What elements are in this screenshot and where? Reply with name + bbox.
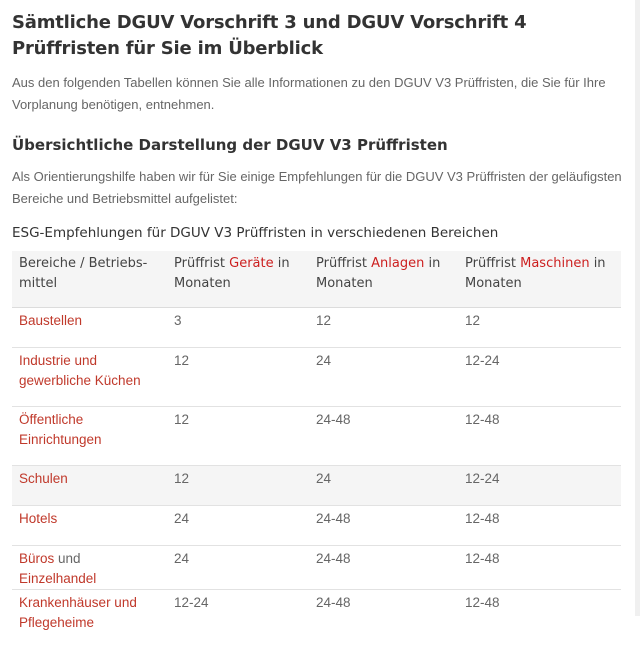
table-row	[12, 506, 621, 546]
header-prefix: Prüffrist	[465, 256, 520, 271]
cell-maschinen: 12-48	[458, 407, 621, 466]
article-content	[12, 0, 622, 648]
header-suffix: in Monaten	[465, 256, 606, 291]
table-row	[12, 407, 621, 466]
cell-geraete: 12	[167, 466, 309, 506]
area-link-einzelhandel[interactable]: Einzelhandel	[19, 571, 96, 586]
area-joiner: und	[54, 551, 80, 566]
cell-anlagen: 24-48	[309, 590, 458, 648]
header-prefix: Prüffrist	[174, 256, 229, 271]
header-label: Bereiche / Betriebsmittel	[19, 256, 147, 291]
page-scrollbar-track[interactable]	[635, 0, 640, 616]
area-link-hotels[interactable]: Hotels	[19, 511, 57, 526]
header-maschinen	[458, 251, 621, 308]
orientation-paragraph: Als Orientierungshilfe haben wir für Sie einige Empfehlungen für die DGUV V3 Prüffristen der geläufigsten Bereiche und Betriebsmittel aufgelistet:	[12, 166, 622, 210]
cell-maschinen: 12	[458, 308, 621, 348]
area-link-oeffentliche-einrichtungen[interactable]: Öffentliche Einrichtungen	[19, 412, 102, 447]
page-title: Sämtliche DGUV Vorschrift 3 und DGUV Vorschrift 4 Prüffristen für Sie im Überblick	[12, 10, 622, 62]
header-bereiche	[12, 251, 167, 308]
table-row	[12, 590, 621, 648]
header-anlagen	[309, 251, 458, 308]
header-prefix: Prüffrist	[316, 256, 371, 271]
table-row	[12, 308, 621, 348]
header-geraete	[167, 251, 309, 308]
cell-geraete: 12-24	[167, 590, 309, 648]
cell-anlagen: 24-48	[309, 506, 458, 546]
cell-geraete: 12	[167, 407, 309, 466]
header-suffix: in Monaten	[174, 256, 290, 291]
table-row	[12, 466, 621, 506]
cell-geraete: 24	[167, 546, 309, 590]
cell-anlagen: 24-48	[309, 407, 458, 466]
cell-anlagen: 12	[309, 308, 458, 348]
cell-geraete: 12	[167, 348, 309, 407]
table-header-row	[12, 251, 621, 308]
intro-paragraph: Aus den folgenden Tabellen können Sie alle Informationen zu den DGUV V3 Prüffristen, die Sie für Ihre Vorplanung benötigen, entnehmen.	[12, 72, 622, 116]
area-link-baustellen[interactable]: Baustellen	[19, 313, 82, 328]
cell-maschinen: 12-24	[458, 466, 621, 506]
cell-maschinen: 12-48	[458, 506, 621, 546]
cell-geraete: 24	[167, 506, 309, 546]
area-link-schulen[interactable]: Schulen	[19, 471, 68, 486]
pruffristen-table	[12, 251, 621, 648]
header-suffix: in Monaten	[316, 256, 440, 291]
header-accent-anlagen: Anlagen	[371, 256, 424, 271]
area-link-industrie-kuechen[interactable]: Industrie und gewerbliche Küchen	[19, 353, 141, 388]
area-link-bueros[interactable]: Büros	[19, 551, 54, 566]
header-accent-maschinen: Maschinen	[520, 256, 589, 271]
cell-maschinen: 12-48	[458, 590, 621, 648]
cell-geraete: 3	[167, 308, 309, 348]
cell-anlagen: 24-48	[309, 546, 458, 590]
cell-maschinen: 12-24	[458, 348, 621, 407]
cell-maschinen: 12-48	[458, 546, 621, 590]
header-accent-geraete: Geräte	[229, 256, 273, 271]
cell-anlagen: 24	[309, 348, 458, 407]
cell-anlagen: 24	[309, 466, 458, 506]
table-row	[12, 546, 621, 590]
area-link-krankenhaeuser-pflegeheime[interactable]: Krankenhäuser und Pflegeheime	[19, 595, 137, 630]
table-row	[12, 348, 621, 407]
table-caption: ESG-Empfehlungen für DGUV V3 Prüffristen in verschiedenen Bereichen	[12, 222, 622, 244]
section-heading: Übersichtliche Darstellung der DGUV V3 Prüffristen	[12, 134, 622, 156]
